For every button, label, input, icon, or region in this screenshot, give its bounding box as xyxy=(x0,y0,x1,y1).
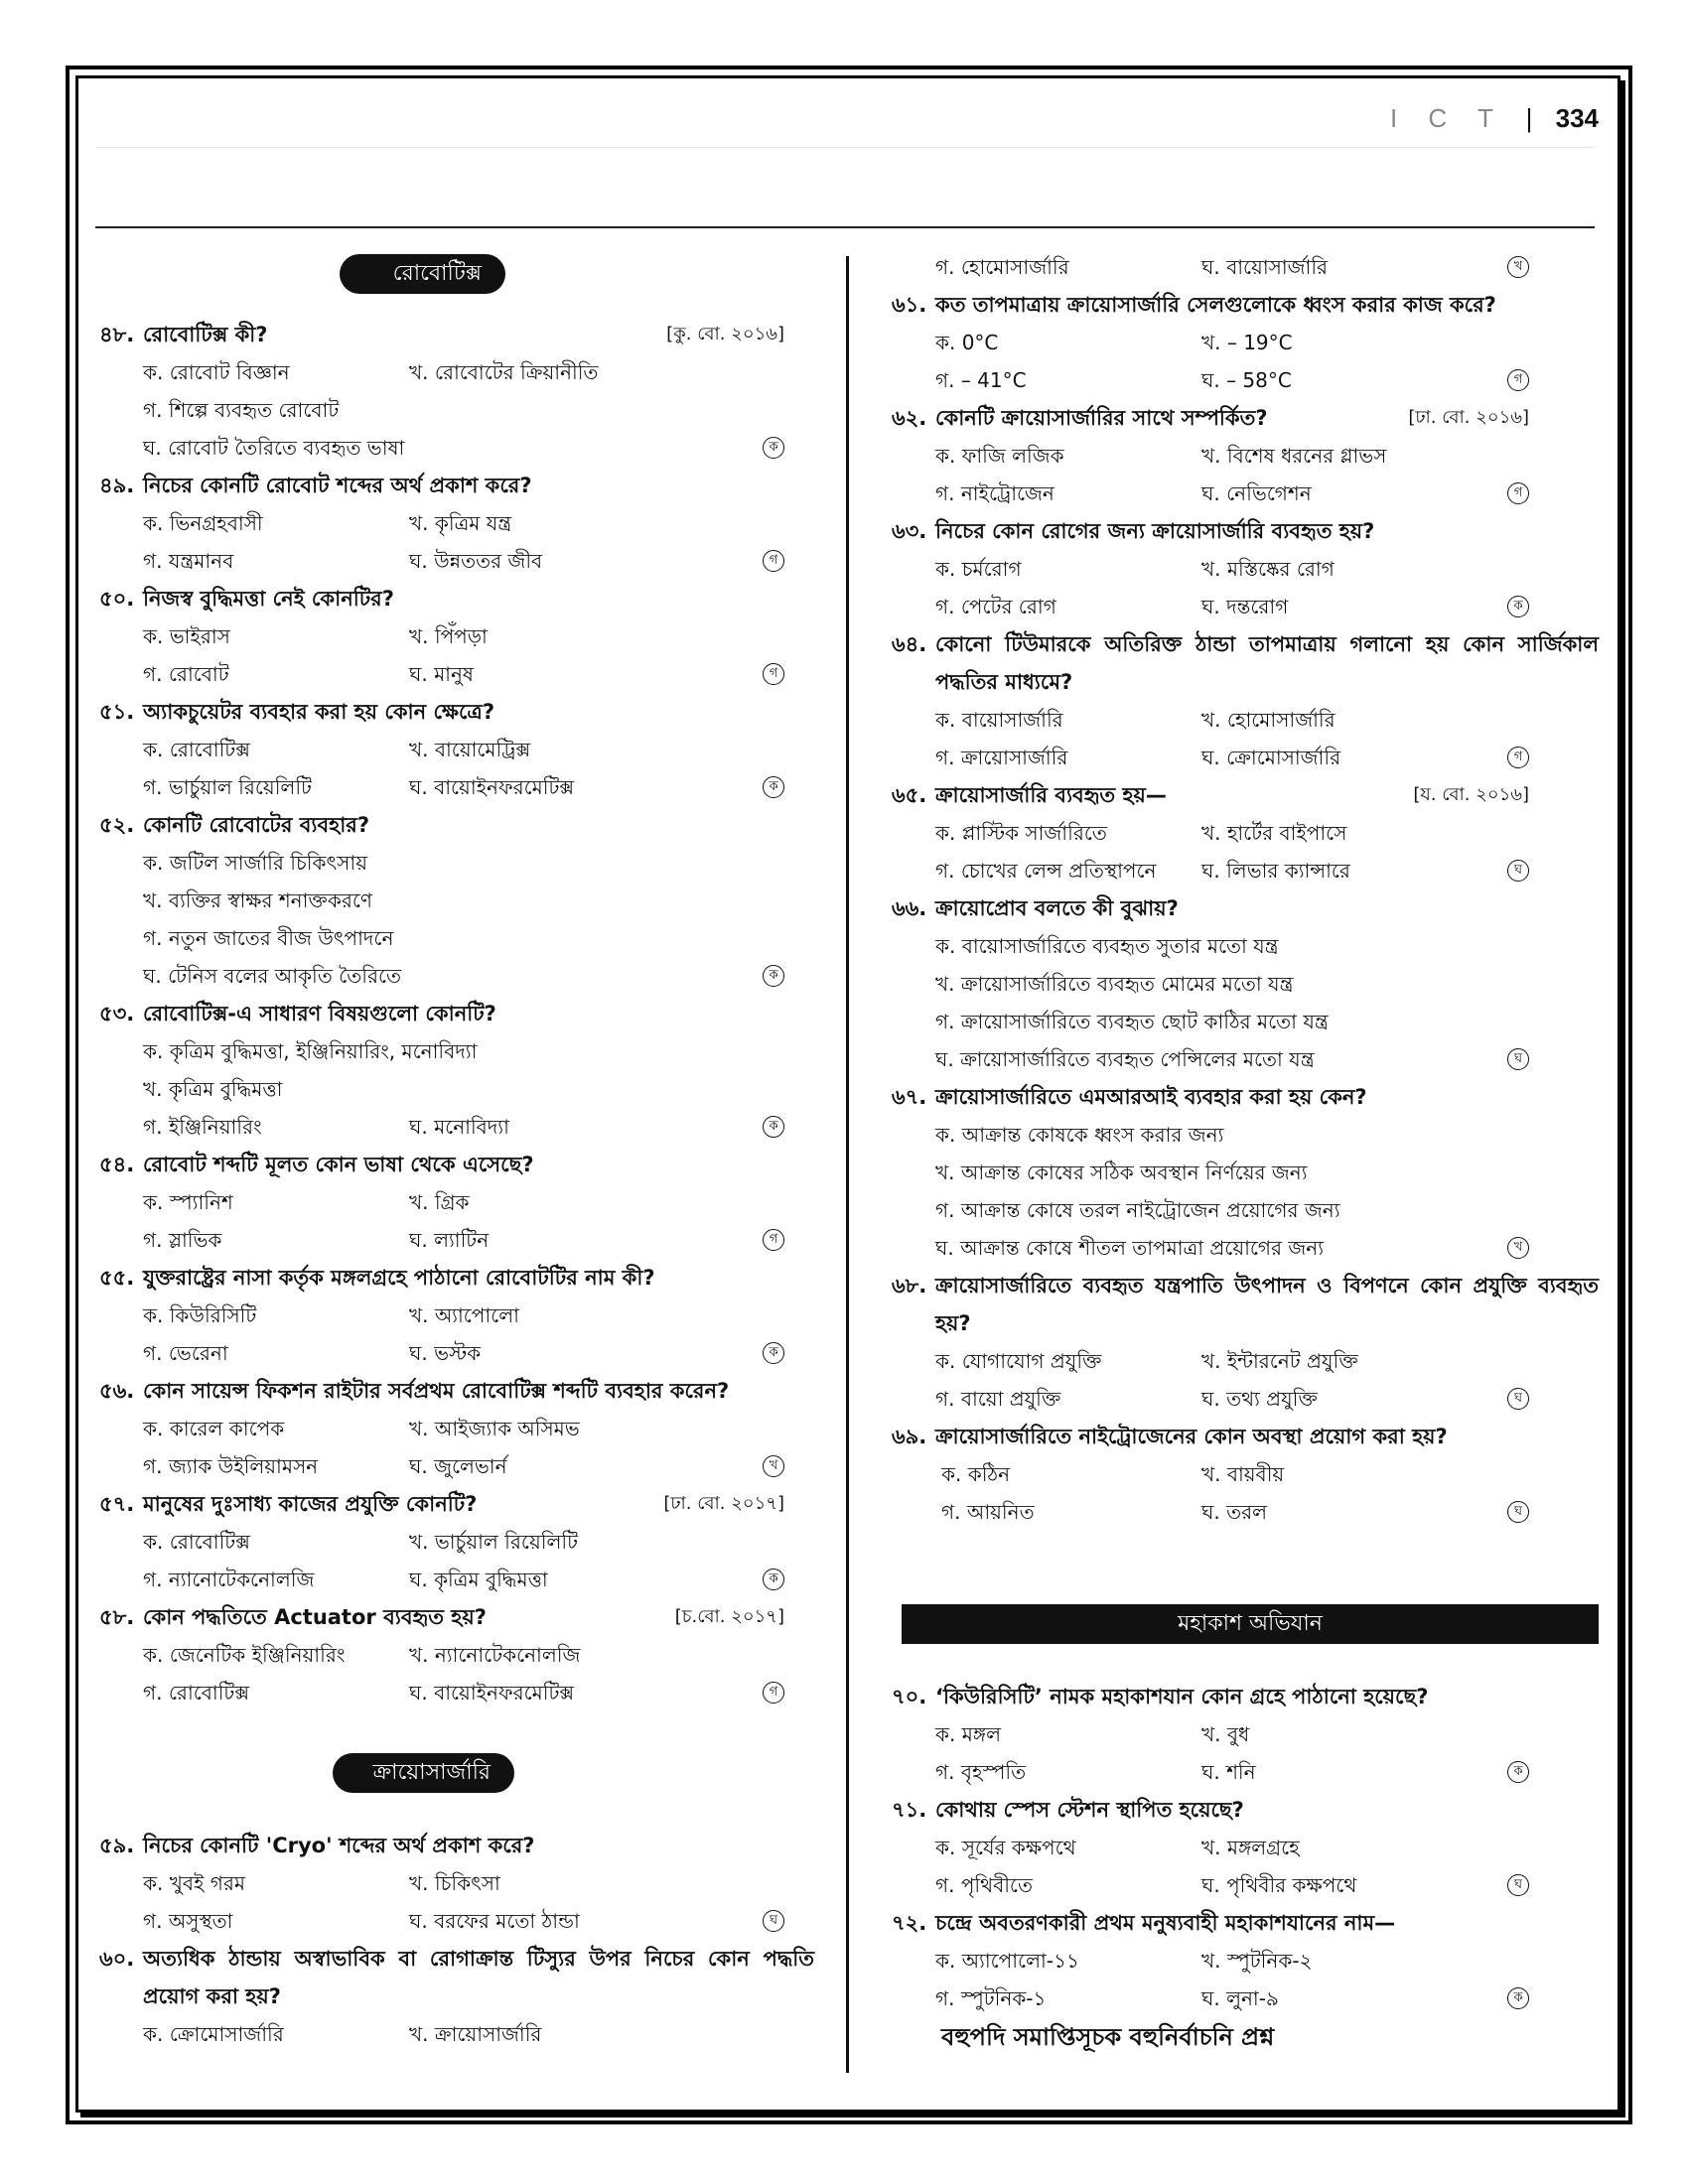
option-row xyxy=(99,1183,824,1221)
option-ka: ক. ক্রোমোসার্জারি xyxy=(143,2022,284,2046)
option-kha: খ. গ্রিক xyxy=(409,1190,470,1214)
option-row xyxy=(892,1003,1599,1040)
option-row xyxy=(99,844,824,882)
option-ka: ক. চর্মরোগ xyxy=(935,557,1022,581)
option-row xyxy=(892,1380,1599,1418)
option-kha: খ. ন্যানোটেকনোলজি xyxy=(409,1643,581,1667)
option-ga: গ. ইঞ্জিনিয়ারিং xyxy=(143,1115,262,1139)
option-row xyxy=(892,1116,1599,1154)
question-number: ৬০. xyxy=(99,1947,135,1971)
question-number: ৬৬. xyxy=(892,896,927,920)
option-row xyxy=(99,2015,824,2053)
question-text: নিচের কোনটি 'Cryo' শব্দের অর্থ প্রকাশ করে? xyxy=(143,1834,535,1857)
answer-badge: ঘ xyxy=(1507,1501,1529,1523)
section-heading-cryosurgery: ক্রায়োসার্জারি xyxy=(333,1753,514,1793)
option-row xyxy=(99,1864,824,1902)
question-text: কোনটি ক্রায়োসার্জারির সাথে সম্পর্কিত? xyxy=(935,406,1268,430)
question-number: ৫১. xyxy=(99,700,135,724)
option-row xyxy=(99,655,824,693)
option-row xyxy=(99,1297,824,1334)
option-row xyxy=(99,391,824,429)
option-kha: খ. মঙ্গলগ্রহে xyxy=(1201,1836,1300,1859)
option-row xyxy=(892,1715,1599,1753)
option-ga: গ. পেটের রোগ xyxy=(935,595,1056,618)
option-ga: গ. ভার্চুয়াল রিয়েলিটি xyxy=(143,775,312,799)
answer-badge: ক xyxy=(763,776,784,798)
option-row xyxy=(892,437,1599,475)
option-row xyxy=(99,504,824,542)
section-heading-space: মহাকাশ অভিযান xyxy=(902,1604,1599,1644)
option-kha: খ. অ্যাপোলো xyxy=(409,1303,519,1327)
option-row xyxy=(99,617,824,655)
option-ga: গ. ক্রায়োসার্জারি xyxy=(935,746,1068,769)
question-69 xyxy=(892,1418,1599,1455)
option-ka: ক. ভিনগ্রহবাসী xyxy=(143,511,263,535)
question-number: ৫৫. xyxy=(99,1266,135,1290)
question-65 xyxy=(892,776,1599,814)
question-text: রোবোটিক্স কী? xyxy=(143,323,268,346)
option-ga: গ. – 41°C xyxy=(935,368,1027,392)
question-67 xyxy=(892,1078,1599,1116)
option-ka: ক. কিউরিসিটি xyxy=(143,1303,257,1327)
option-ga: গ. অসুস্থতা xyxy=(143,1909,233,1933)
option-row xyxy=(892,324,1599,361)
option-row xyxy=(892,1979,1599,2017)
question-number: ৬৫. xyxy=(892,783,927,807)
option-ga: গ. ভেরেনা xyxy=(143,1341,228,1365)
question-50 xyxy=(99,580,824,617)
option-row xyxy=(892,701,1599,739)
option-row xyxy=(892,361,1599,399)
option-kha: খ. পিঁপড়া xyxy=(409,624,488,648)
question-number: ৫০. xyxy=(99,587,135,611)
answer-badge: খ xyxy=(1507,1237,1529,1259)
answer-badge: গ xyxy=(1507,482,1529,504)
option-row xyxy=(99,429,824,467)
option-row xyxy=(99,957,824,995)
left-column xyxy=(99,248,824,2053)
question-text: অ্যাকচুয়েটর ব্যবহার করা হয় কোন ক্ষেত্রে? xyxy=(143,700,495,724)
option-row xyxy=(892,1229,1599,1267)
answer-badge: গ xyxy=(763,663,784,685)
option-kha: খ. বিশেষ ধরনের গ্লাভস xyxy=(1201,444,1387,468)
option-gha: ঘ. দন্তরোগ xyxy=(1201,595,1289,618)
option-ka: ক. জেনেটিক ইঞ্জিনিয়ারিং xyxy=(143,1643,346,1667)
question-text: যুক্তরাষ্ট্রের নাসা কর্তৃক মঙ্গলগ্রহে পাঠানো রোবোটটির নাম কী? xyxy=(143,1266,655,1290)
option-row xyxy=(99,1523,824,1561)
section-heading-robotics: রোবোটিক্স xyxy=(340,254,505,294)
answer-badge: খ xyxy=(1507,256,1529,278)
question-55 xyxy=(99,1259,824,1297)
option-ga: গ. স্পুটনিক-১ xyxy=(935,1986,1047,2010)
option-kha: খ. ক্রায়োসার্জারিতে ব্যবহৃত মোমের মতো যন্ত্র xyxy=(935,972,1294,996)
answer-badge: ক xyxy=(763,1342,784,1364)
option-row xyxy=(99,1561,824,1598)
question-number: ৫৮. xyxy=(99,1605,135,1629)
option-row xyxy=(892,1753,1599,1791)
option-ka: ক. রোবোট বিজ্ঞান xyxy=(143,360,290,384)
option-ga: গ. ন্যানোটেকনোলজি xyxy=(143,1568,315,1591)
question-number: ৫২. xyxy=(99,813,135,837)
question-49 xyxy=(99,467,824,504)
answer-badge: খ xyxy=(763,1455,784,1477)
option-ga: গ. পৃথিবীতে xyxy=(935,1873,1033,1897)
option-gha: ঘ. শনি xyxy=(1201,1760,1256,1784)
question-text: ক্রায়োসার্জারিতে এমআরআই ব্যবহার করা হয় কেন? xyxy=(935,1085,1367,1109)
header-separator: | xyxy=(1525,103,1533,133)
option-row xyxy=(892,1942,1599,1979)
question-54 xyxy=(99,1146,824,1183)
option-ka: ক. সূর্যের কক্ষপথে xyxy=(935,1836,1076,1859)
question-62 xyxy=(892,399,1599,437)
option-kha: খ. ইন্টারনেট প্রযুক্তি xyxy=(1201,1349,1358,1373)
option-ka: ক. বায়োসার্জারি xyxy=(935,708,1063,732)
option-kha: খ. বায়বীয় xyxy=(1201,1462,1285,1486)
option-gha: ঘ. জুলেভার্ন xyxy=(409,1454,507,1478)
option-kha: খ. – 19°C xyxy=(1201,331,1293,354)
option-gha: ঘ. নেভিগেশন xyxy=(1201,481,1312,505)
option-gha: ঘ. বরফের মতো ঠান্ডা xyxy=(409,1909,580,1933)
option-ka: ক. রোবোটিক্স xyxy=(143,738,250,761)
question-number: ৫৩. xyxy=(99,1002,135,1025)
option-ga: গ. নাইট্রোজেন xyxy=(935,481,1055,505)
option-ga: গ. জ্যাক উইলিয়ামসন xyxy=(143,1454,319,1478)
board-reference: [য. বো. ২০১৬] xyxy=(1413,784,1529,805)
option-gha: ঘ. ক্রোমোসার্জারি xyxy=(1201,746,1341,769)
option-row xyxy=(892,588,1599,625)
option-row xyxy=(99,1334,824,1372)
option-ka: ক. কৃত্রিম বুদ্ধিমত্তা, ইঞ্জিনিয়ারিং, মনোবিদ্যা xyxy=(143,1039,478,1063)
question-text: কত তাপমাত্রায় ক্রায়োসার্জারি সেলগুলোকে ধ্বংস করার কাজ করে? xyxy=(935,293,1496,317)
question-number: ৭২. xyxy=(892,1911,927,1935)
option-row xyxy=(99,542,824,580)
question-53 xyxy=(99,995,824,1032)
right-column xyxy=(892,248,1599,2057)
option-row xyxy=(99,353,824,391)
question-text: ক্রায়োসার্জারিতে নাইট্রোজেনের কোন অবস্থা প্রয়োগ করা হয়? xyxy=(935,1425,1448,1448)
option-ga: গ. রোবোট xyxy=(143,662,229,686)
option-row xyxy=(99,1410,824,1447)
option-kha: খ. ব্যক্তির স্বাক্ষর শনাক্তকরণে xyxy=(143,888,372,912)
question-66 xyxy=(892,889,1599,927)
option-row xyxy=(99,1447,824,1485)
option-row xyxy=(99,1032,824,1070)
answer-badge: ক xyxy=(763,1116,784,1138)
option-ga: গ. রোবোটিক্স xyxy=(143,1681,250,1705)
answer-badge: ঘ xyxy=(1507,1874,1529,1896)
option-row xyxy=(892,1191,1599,1229)
question-text: কোন সায়েন্স ফিকশন রাইটার সর্বপ্রথম রোবোটিক্স শব্দটি ব্যবহার করেন? xyxy=(143,1379,730,1403)
question-text: ক্রায়োসার্জারি ব্যবহৃত হয়— xyxy=(935,783,1167,807)
option-ga: গ. ক্রায়োসার্জারিতে ব্যবহৃত ছোট কাঠির মতো যন্ত্র xyxy=(935,1010,1329,1033)
option-row xyxy=(99,768,824,806)
question-71 xyxy=(892,1791,1599,1829)
question-number: ৪৮. xyxy=(99,323,135,346)
answer-badge: ক xyxy=(1507,1761,1529,1783)
option-gha: ঘ. – 58°C xyxy=(1201,368,1292,392)
answer-badge: গ xyxy=(763,1682,784,1704)
option-ka: ক. কঠিন xyxy=(941,1462,1011,1486)
option-gha: ঘ. কৃত্রিম বুদ্ধিমত্তা xyxy=(409,1568,548,1591)
question-58 xyxy=(99,1598,824,1636)
question-text: রোবোট শব্দটি মূলত কোন ভাষা থেকে এসেছে? xyxy=(143,1153,534,1176)
option-ga: গ. শিল্পে ব্যবহৃত রোবোট xyxy=(143,398,340,422)
option-kha: খ. হার্টের বাইপাসে xyxy=(1201,821,1347,845)
question-text: কোন পদ্ধতিতে Actuator ব্যবহৃত হয়? xyxy=(143,1605,487,1629)
option-row xyxy=(99,1674,824,1711)
answer-badge: গ xyxy=(1507,369,1529,391)
option-kha: খ. কৃত্রিম যন্ত্র xyxy=(409,511,512,535)
option-ka: ক. বায়োসার্জারিতে ব্যবহৃত সুতার মতো যন্ত্র xyxy=(935,934,1279,958)
header-rule-light xyxy=(95,147,1595,148)
option-row xyxy=(892,550,1599,588)
option-kha: খ. রোবোটের ক্রিয়ানীতি xyxy=(409,360,599,384)
board-reference: [ঢা. বো. ২০১৬] xyxy=(1408,407,1529,428)
option-kha: খ. আইজ্যাক অসিমভ xyxy=(409,1417,580,1440)
option-ga: গ. বৃহস্পতি xyxy=(935,1760,1027,1784)
option-ka: ক. প্লাস্টিক সার্জারিতে xyxy=(935,821,1107,845)
question-72 xyxy=(892,1904,1599,1942)
option-row xyxy=(892,739,1599,776)
option-row xyxy=(892,1866,1599,1904)
option-kha: খ. কৃত্রিম বুদ্ধিমত্তা xyxy=(143,1077,283,1101)
question-number: ৫৭. xyxy=(99,1492,135,1516)
option-row xyxy=(892,475,1599,512)
option-row xyxy=(99,1636,824,1674)
option-row xyxy=(892,965,1599,1003)
option-gha: ঘ. মানুষ xyxy=(409,662,474,686)
option-kha: খ. স্পুটনিক-২ xyxy=(1201,1949,1313,1973)
page-number: 334 xyxy=(1555,103,1599,133)
option-kha: খ. বুধ xyxy=(1201,1722,1250,1746)
option-gha: ঘ. বায়োইনফরমেটিক্স xyxy=(409,775,575,799)
question-48 xyxy=(99,316,824,353)
question-text: নিজস্ব বুদ্ধিমত্তা নেই কোনটির? xyxy=(143,587,394,611)
question-51 xyxy=(99,693,824,731)
option-row xyxy=(892,1455,1599,1493)
option-ka: ক. ভাইরাস xyxy=(143,624,230,648)
option-ga: গ. চোখের লেন্স প্রতিস্থাপনে xyxy=(935,859,1157,883)
option-ka: ক. আক্রান্ত কোষকে ধ্বংস করার জন্য xyxy=(935,1123,1224,1147)
question-64 xyxy=(892,625,1599,701)
option-row xyxy=(892,1154,1599,1191)
option-gha: ঘ. উন্নততর জীব xyxy=(409,549,543,573)
option-kha: খ. চিকিৎসা xyxy=(409,1871,500,1895)
option-row xyxy=(892,852,1599,889)
question-text: কোনটি রোবোটের ব্যবহার? xyxy=(143,813,370,837)
question-68 xyxy=(892,1267,1599,1342)
answer-badge: ক xyxy=(1507,596,1529,617)
question-text: নিচের কোনটি রোবোট শব্দের অর্থ প্রকাশ করে? xyxy=(143,474,532,497)
option-gha: ঘ. ক্রায়োসার্জারিতে ব্যবহৃত পেন্সিলের মতো যন্ত্র xyxy=(935,1047,1315,1071)
option-ka: ক. যোগাযোগ প্রযুক্তি xyxy=(935,1349,1102,1373)
question-number: ৬২. xyxy=(892,406,927,430)
option-ka: ক. স্প্যানিশ xyxy=(143,1190,233,1214)
question-number: ৬৪. xyxy=(892,632,927,656)
question-number: ৫৯. xyxy=(99,1834,135,1857)
option-gha: ঘ. বায়োসার্জারি xyxy=(1201,255,1329,279)
header-rule xyxy=(95,226,1595,228)
option-row xyxy=(892,1040,1599,1078)
board-reference: [ঢা. বো. ২০১৭] xyxy=(663,1493,784,1514)
option-ka: ক. ফাজি লজিক xyxy=(935,444,1064,468)
option-kha: খ. বায়োমেট্রিক্স xyxy=(409,738,531,761)
question-number: ৭০. xyxy=(892,1685,927,1708)
option-kha: খ. হোমোসার্জারি xyxy=(1201,708,1336,732)
option-row xyxy=(892,248,1599,286)
option-ka: ক. কারেল কাপেক xyxy=(143,1417,285,1440)
question-text: কোথায় স্পেস স্টেশন স্থাপিত হয়েছে? xyxy=(935,1798,1244,1822)
option-row xyxy=(99,731,824,768)
option-gha: ঘ. পৃথিবীর কক্ষপথে xyxy=(1201,1873,1357,1897)
option-ga: গ. বায়ো প্রযুক্তি xyxy=(935,1387,1061,1411)
question-number: ৭১. xyxy=(892,1798,927,1822)
option-kha: খ. আক্রান্ত কোষের সঠিক অবস্থান নির্ণয়ের জন্য xyxy=(935,1160,1308,1184)
question-text: অত্যধিক ঠান্ডায় অস্বাভাবিক বা রোগাক্রান্ত টিস্যুর উপর নিচের কোন পদ্ধতি প্রয়োগ করা হয়? xyxy=(143,1947,814,2008)
answer-badge: ঘ xyxy=(1507,1048,1529,1070)
answer-badge: ক xyxy=(763,965,784,987)
option-ga: গ. আয়নিত xyxy=(941,1500,1035,1524)
option-ga: গ. নতুন জাতের বীজ উৎপাদনে xyxy=(143,926,394,950)
question-56 xyxy=(99,1372,824,1410)
option-row xyxy=(892,1829,1599,1866)
answer-badge: গ xyxy=(763,550,784,572)
question-text: মানুষের দুঃসাধ্য কাজের প্রযুক্তি কোনটি? xyxy=(143,1492,478,1516)
answer-badge: ঘ xyxy=(763,1910,784,1932)
question-text: ক্রায়োসার্জারিতে ব্যবহৃত যন্ত্রপাতি উৎপাদন ও বিপণনে কোন প্রযুক্তি ব্যবহৃত হয়? xyxy=(935,1274,1599,1335)
question-number: ৫৪. xyxy=(99,1153,135,1176)
option-ka: ক. 0°C xyxy=(935,331,999,354)
subject-label: I C T xyxy=(1389,103,1505,133)
answer-badge: ক xyxy=(1507,1987,1529,2009)
answer-badge: ঘ xyxy=(1507,1388,1529,1410)
answer-badge: গ xyxy=(1507,747,1529,768)
subsection-heading: বহুপদি সমাপ্তিসূচক বহুনির্বাচনি প্রশ্ন xyxy=(941,2023,1275,2051)
question-63 xyxy=(892,512,1599,550)
page-header xyxy=(1390,103,1599,134)
question-number: ৬৩. xyxy=(892,519,927,543)
option-gha: ঘ. টেনিস বলের আকৃতি তৈরিতে xyxy=(143,964,402,988)
option-row xyxy=(99,1070,824,1108)
question-number: ৬৯. xyxy=(892,1425,927,1448)
answer-badge: ক xyxy=(763,1569,784,1590)
option-gha: ঘ. বায়োইনফরমেটিক্স xyxy=(409,1681,575,1705)
option-row xyxy=(892,1342,1599,1380)
question-number: ৬৮. xyxy=(892,1274,927,1297)
option-kha: খ. ভার্চুয়াল রিয়েলিটি xyxy=(409,1530,578,1554)
option-ka: ক. খুবই গরম xyxy=(143,1871,245,1895)
option-gha: ঘ. লুনা-৯ xyxy=(1201,1986,1279,2010)
option-gha: ঘ. তথ্য প্রযুক্তি xyxy=(1201,1387,1318,1411)
question-52 xyxy=(99,806,824,844)
question-70 xyxy=(892,1678,1599,1715)
option-row xyxy=(99,1902,824,1940)
question-60 xyxy=(99,1940,824,2015)
option-row xyxy=(99,919,824,957)
answer-badge: গ xyxy=(763,1229,784,1251)
option-ka: ক. অ্যাপোলো-১১ xyxy=(935,1949,1079,1973)
question-61 xyxy=(892,286,1599,324)
option-gha: ঘ. লিভার ক্যান্সারে xyxy=(1201,859,1350,883)
option-gha: ঘ. রোবোট তৈরিতে ব্যবহৃত ভাষা xyxy=(143,436,405,460)
option-gha: ঘ. ভস্টক xyxy=(409,1341,482,1365)
question-number: ৬১. xyxy=(892,293,927,317)
answer-badge: ক xyxy=(763,437,784,459)
question-text: ক্রায়োপ্রোব বলতে কী বুঝায়? xyxy=(935,896,1179,920)
board-reference: [কু. বো. ২০১৬] xyxy=(666,324,784,344)
option-row xyxy=(892,814,1599,852)
question-59 xyxy=(99,1827,824,1864)
option-ga: গ. যন্ত্রমানব xyxy=(143,549,234,573)
option-row xyxy=(99,1221,824,1259)
board-reference: [চ.বো. ২০১৭] xyxy=(674,1606,784,1627)
option-row xyxy=(99,1108,824,1146)
answer-badge: ঘ xyxy=(1507,860,1529,882)
question-text: চন্দ্রে অবতরণকারী প্রথম মনুষ্যবাহী মহাকাশযানের নাম— xyxy=(935,1911,1396,1935)
option-gha: ঘ. আক্রান্ত কোষে শীতল তাপমাত্রা প্রয়োগের জন্য xyxy=(935,1236,1325,1260)
question-number: ৬৭. xyxy=(892,1085,927,1109)
option-row xyxy=(892,1493,1599,1531)
option-kha: খ. ক্রায়োসার্জারি xyxy=(409,2022,542,2046)
option-ka: ক. মঙ্গল xyxy=(935,1722,1001,1746)
question-57 xyxy=(99,1485,824,1523)
question-number: ৪৯. xyxy=(99,474,135,497)
option-row xyxy=(892,927,1599,965)
option-ga: গ. হোমোসার্জারি xyxy=(935,255,1069,279)
column-divider xyxy=(846,256,849,2073)
option-kha: খ. মস্তিষ্কের রোগ xyxy=(1201,557,1335,581)
option-ka: ক. জটিল সার্জারি চিকিৎসায় xyxy=(143,851,367,875)
option-ga: গ. আক্রান্ত কোষে তরল নাইট্রোজেন প্রয়োগের জন্য xyxy=(935,1198,1340,1222)
question-text: নিচের কোন রোগের জন্য ক্রায়োসার্জারি ব্যবহৃত হয়? xyxy=(935,519,1375,543)
option-gha: ঘ. মনোবিদ্যা xyxy=(409,1115,509,1139)
option-gha: ঘ. ল্যাটিন xyxy=(409,1228,490,1252)
question-text: ‘কিউরিসিটি’ নামক মহাকাশযান কোন গ্রহে পাঠানো হয়েছে? xyxy=(935,1685,1429,1708)
option-ga: গ. স্লাভিক xyxy=(143,1228,222,1252)
question-text: কোনো টিউমারকে অতিরিক্ত ঠান্ডা তাপমাত্রায় গলানো হয় কোন সার্জিকাল পদ্ধতির মাধ্যমে? xyxy=(935,632,1599,694)
question-text: রোবোটিক্স-এ সাধারণ বিষয়গুলো কোনটি? xyxy=(143,1002,496,1025)
question-number: ৫৬. xyxy=(99,1379,135,1403)
option-ka: ক. রোবোটিক্স xyxy=(143,1530,250,1554)
option-gha: ঘ. তরল xyxy=(1201,1500,1267,1524)
option-row xyxy=(99,882,824,919)
